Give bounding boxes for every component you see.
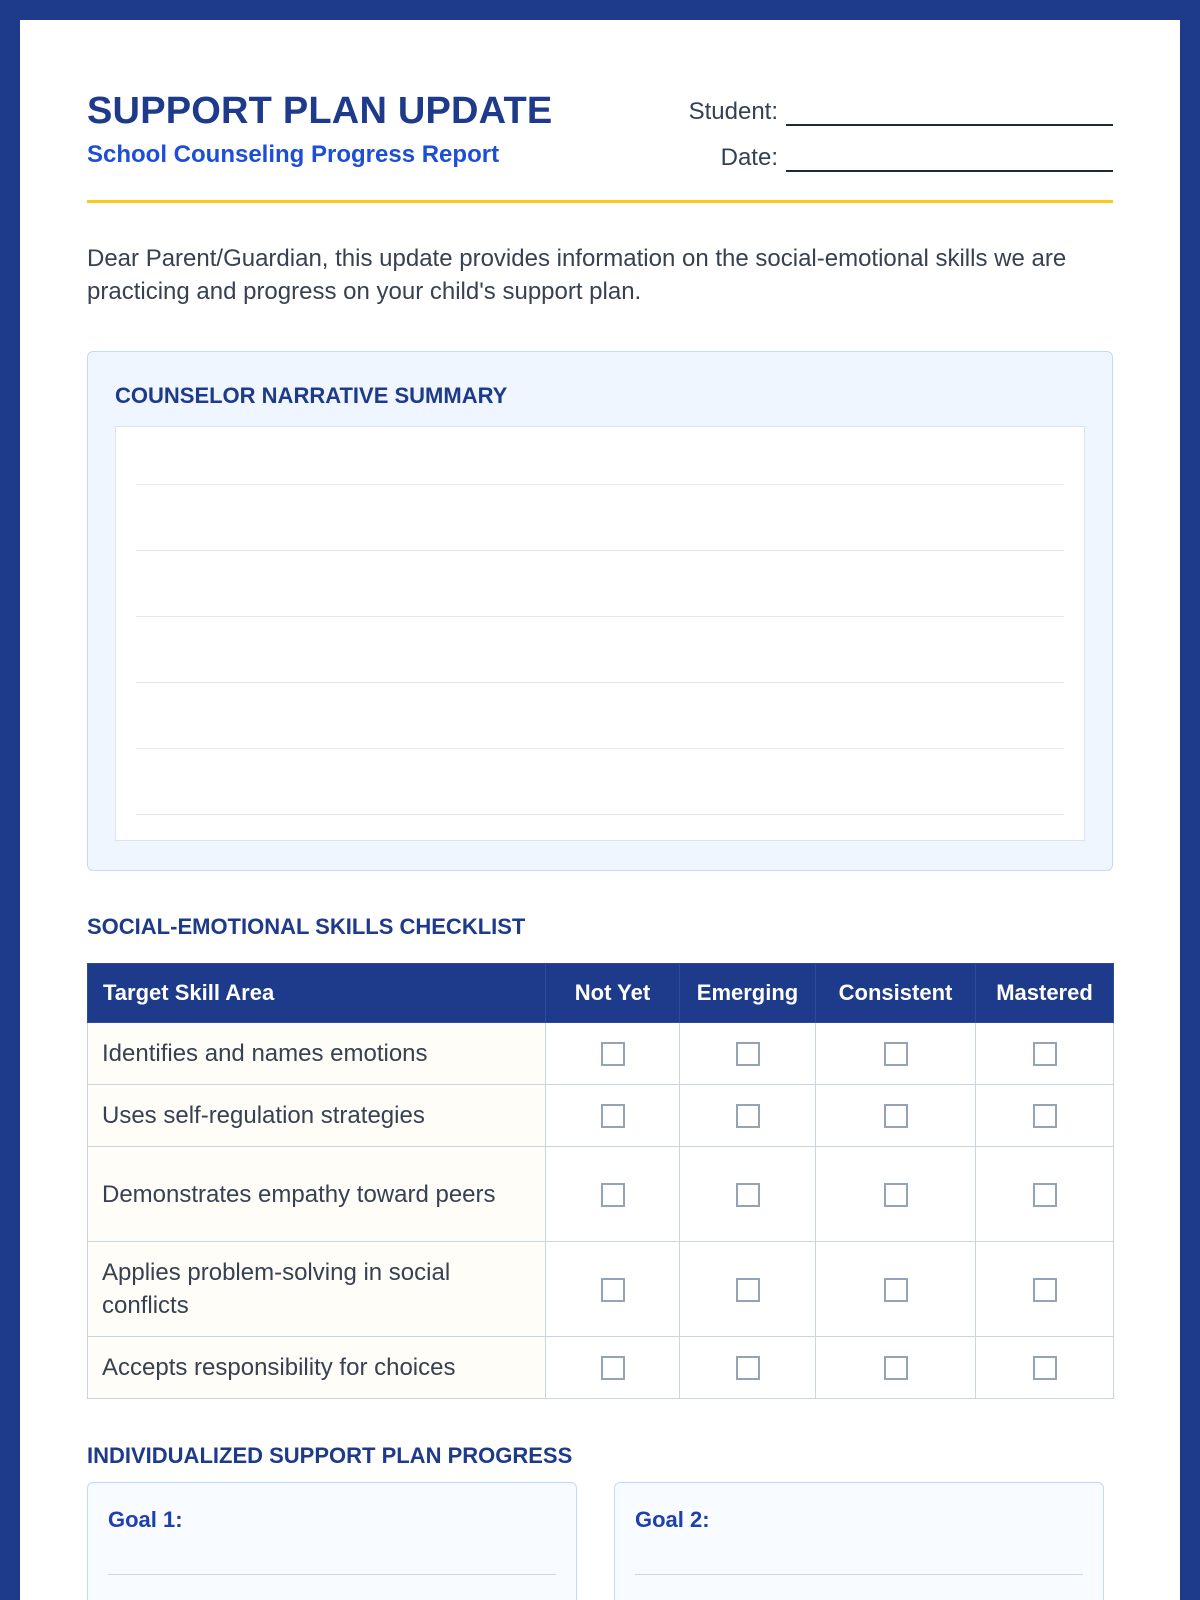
writing-line <box>136 616 1064 617</box>
checkbox-emerging[interactable] <box>736 1278 760 1302</box>
column-header-not-yet: Not Yet <box>546 964 680 1023</box>
checkbox-not-yet[interactable] <box>601 1042 625 1066</box>
table-row <box>88 1085 1114 1147</box>
student-blank-line[interactable] <box>786 104 1113 126</box>
skill-name: Accepts responsibility for choices <box>88 1337 546 1399</box>
writing-line <box>136 550 1064 551</box>
checkbox-not-yet[interactable] <box>601 1278 625 1302</box>
writing-line <box>136 682 1064 683</box>
goal-label: Goal 2: <box>635 1507 710 1532</box>
column-header-mastered: Mastered <box>976 964 1114 1023</box>
progress-title: INDIVIDUALIZED SUPPORT PLAN PROGRESS <box>87 1443 573 1468</box>
skill-name: Uses self-regulation strategies <box>88 1085 546 1147</box>
narrative-writing-area[interactable] <box>115 426 1085 841</box>
checkbox-emerging[interactable] <box>736 1183 760 1207</box>
checkbox-mastered[interactable] <box>1033 1104 1057 1128</box>
checklist-title: SOCIAL-EMOTIONAL SKILLS CHECKLIST <box>87 914 526 939</box>
checkbox-consistent[interactable] <box>884 1183 908 1207</box>
student-label: Student: <box>688 98 778 125</box>
checkbox-mastered[interactable] <box>1033 1042 1057 1066</box>
student-field <box>689 98 1113 126</box>
writing-line <box>136 814 1064 815</box>
narrative-panel <box>87 351 1113 871</box>
header-divider <box>87 200 1113 203</box>
column-header-consistent: Consistent <box>816 964 976 1023</box>
checkbox-not-yet[interactable] <box>601 1104 625 1128</box>
checkbox-consistent[interactable] <box>884 1356 908 1380</box>
skills-checklist-table <box>87 963 1114 1399</box>
table-row <box>88 1147 1114 1242</box>
date-label: Date: <box>720 144 778 171</box>
checkbox-mastered[interactable] <box>1033 1356 1057 1380</box>
table-row <box>88 1023 1114 1085</box>
date-field <box>721 144 1113 172</box>
writing-line <box>136 748 1064 749</box>
checkbox-consistent[interactable] <box>884 1042 908 1066</box>
column-header-skill: Target Skill Area <box>88 964 546 1023</box>
checkbox-emerging[interactable] <box>736 1104 760 1128</box>
checkbox-mastered[interactable] <box>1033 1278 1057 1302</box>
document-page <box>20 20 1180 1600</box>
checkbox-mastered[interactable] <box>1033 1183 1057 1207</box>
goal-card-2[interactable] <box>614 1482 1104 1600</box>
table-row <box>88 1242 1114 1337</box>
checkbox-emerging[interactable] <box>736 1042 760 1066</box>
checkbox-consistent[interactable] <box>884 1104 908 1128</box>
intro-paragraph: Dear Parent/Guardian, this update provides information on the social-emotional skills we are practicing and progress on your child's support plan. <box>87 245 1067 305</box>
checkbox-emerging[interactable] <box>736 1356 760 1380</box>
date-blank-line[interactable] <box>786 150 1113 172</box>
table-row <box>88 1337 1114 1399</box>
checkbox-consistent[interactable] <box>884 1278 908 1302</box>
skill-name: Applies problem-solving in social conflicts <box>88 1242 546 1337</box>
skill-name: Demonstrates empathy toward peers <box>88 1147 546 1242</box>
document-title: SUPPORT PLAN UPDATE <box>87 90 553 132</box>
document-subtitle: School Counseling Progress Report <box>87 141 500 168</box>
table-header-row <box>88 964 1114 1023</box>
skill-name: Identifies and names emotions <box>88 1023 546 1085</box>
column-header-emerging: Emerging <box>680 964 816 1023</box>
goal-card-1[interactable] <box>87 1482 577 1600</box>
goal-writing-line <box>635 1574 1083 1575</box>
writing-line <box>136 484 1064 485</box>
checkbox-not-yet[interactable] <box>601 1356 625 1380</box>
checkbox-not-yet[interactable] <box>601 1183 625 1207</box>
goal-label: Goal 1: <box>108 1507 183 1532</box>
narrative-title: COUNSELOR NARRATIVE SUMMARY <box>115 383 508 408</box>
goal-writing-line <box>108 1574 556 1575</box>
